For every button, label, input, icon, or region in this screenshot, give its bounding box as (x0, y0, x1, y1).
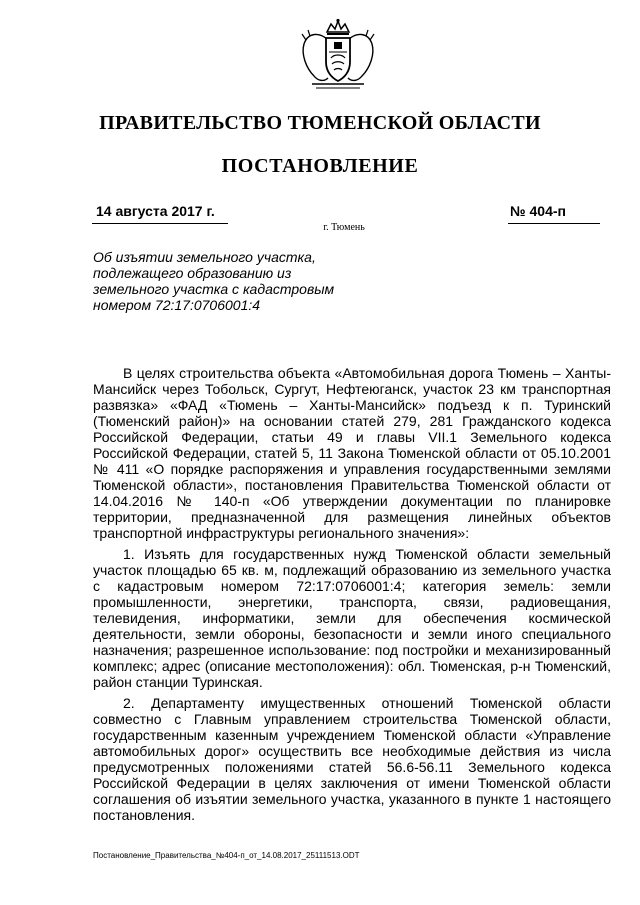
item-1-paragraph: 1. Изъять для государственных нужд Тюменской области земельный участок площадью 65 кв. м, подлежащий образованию из земельного участка с кадастровым номером 72:17:0706001:4; категория земель: земли промышленности, энергетики, транспорта, связи, радиовещания, телевидения, информатики, земли для обеспечения космической деятельности, земли обороны, безопасности и земли иного специального назначения; разрешенное использование: под постройки и механизированный комплекс; адрес (описание местоположения): обл. Тюменская, р-н Тюменский, район станции Туринская. (93, 546, 611, 690)
footer-filename: Постановление_Правительства_№404-п_от_14.08.2017_25111513.ODT (93, 851, 360, 860)
document-type-title: ПОСТАНОВЛЕНИЕ (221, 155, 419, 177)
document-city: г. Тюмень (323, 222, 365, 233)
document-body (93, 365, 611, 828)
item-2-paragraph: 2. Департаменту имущественных отношений Тюменской области совместно с Главным управлением строительства Тюменской области, государственным казенным учреждением Тюменской области «Управление автомобильных дорог» осуществить все необходимые действия из числа предусмотренных положениями статей 56.6-56.11 Земельного кодекса Российской Федерации в целях заключения от имени Тюменской области соглашения об изъятии земельного участка, указанного в пункте 1 настоящего постановления. (93, 695, 611, 823)
government-title: ПРАВИТЕЛЬСТВО ТЮМЕНСКОЙ ОБЛАСТИ (99, 112, 541, 134)
document-date: 14 августа 2017 г. (96, 203, 215, 219)
coat-of-arms-emblem (298, 18, 378, 92)
document-subject: Об изъятии земельного участка, подлежащего образованию из земельного участка с кадастровым номером 72:17:0706001:4 (93, 249, 335, 313)
document-number: № 404-п (510, 203, 566, 219)
preamble-paragraph: В целях строительства объекта «Автомобильная дорога Тюмень – Ханты-Мансийск через Тобольск, Сургут, Нефтеюганск, участок 23 км транспортная развязка» «ФАД «Тюмень – Ханты-Мансийск» подъезд к п. Туринский (Тюменский район)» на основании статей 279, 281 Гражданского кодекса Российской Федерации, статьи 49 и главы VII.1 Земельного кодекса Российской Федерации, статей 5, 11 Закона Тюменской области от 05.10.2001 № 411 «О порядке распоряжения и управления государственными землями Тюменской области», постановления Правительства Тюменской области от 14.04.2016 № 140-п «Об утверждении документации по планировке территории, предназначенной для размещения линейных объектов транспортной инфраструктуры регионального значения»: (93, 365, 611, 541)
